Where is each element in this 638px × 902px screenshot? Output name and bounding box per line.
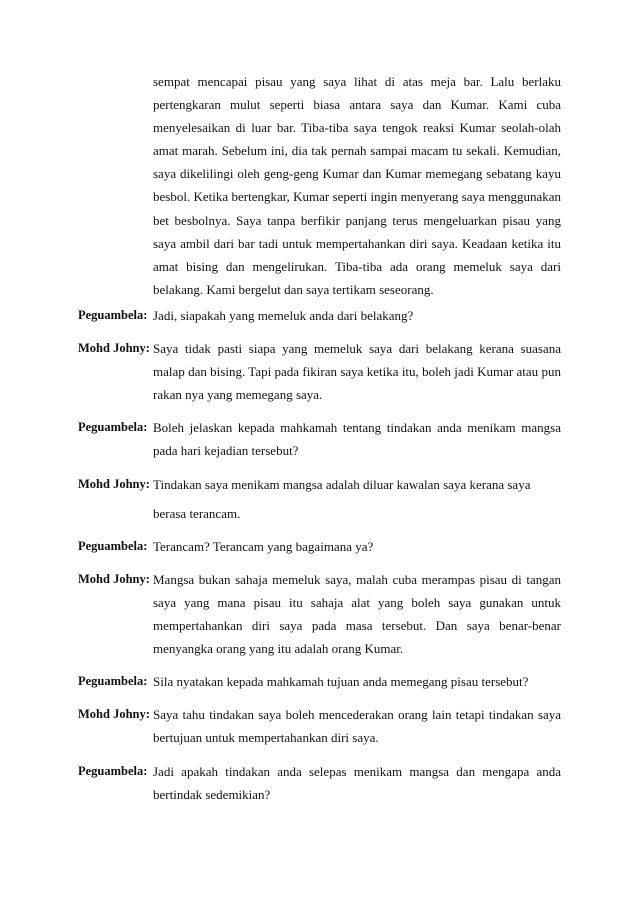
dialogue-text: Boleh jelaskan kepada mahkamah tentang tindakan anda menikam mangsa pada hari kejadian tersebut? [153, 420, 561, 459]
speaker-label: Peguambela: [78, 763, 148, 778]
speaker-label: Mohd Johny: [78, 341, 150, 356]
dialogue-entry [78, 670, 561, 693]
speaker-label: Mohd Johny: [78, 571, 150, 586]
dialogue-entry [78, 304, 561, 327]
dialogue-text-line: Tindakan saya menikam mangsa adalah diluar kawalan saya kerana saya [153, 476, 531, 492]
dialogue-entry [78, 337, 561, 406]
dialogue-entry [78, 568, 561, 660]
dialogue-text: Terancam? Terancam yang bagaimana ya? [153, 538, 374, 554]
dialogue-text-line: berasa terancam. [153, 505, 241, 521]
dialogue-entry [78, 760, 561, 806]
speaker-label: Peguambela: [78, 674, 148, 689]
dialogue-text [153, 473, 561, 525]
dialogue-text: Jadi, siapakah yang memeluk anda dari belakang? [153, 308, 414, 323]
dialogue-entry [78, 703, 561, 749]
dialogue-text: Saya tahu tindakan saya boleh mencederakan orang lain tetapi tindakan saya bertujuan untuk mempertahankan diri saya. [153, 707, 561, 746]
dialogue-text: Jadi apakah tindakan anda selepas menikam mangsa dan mengapa anda bertindak sedemikian? [153, 763, 561, 802]
dialogue-text: Sila nyatakan kepada mahkamah tujuan anda memegang pisau tersebut? [153, 674, 529, 690]
dialogue-text: Mangsa bukan sahaja memeluk saya, malah cuba merampas pisau di tangan saya yang mana pisau itu sahaja alat yang boleh saya gunakan untuk mempertahankan diri saya pada masa tersebut. Dan saya benar-benar menyangka orang yang itu adalah orang Kumar. [153, 571, 561, 657]
speaker-label: Mohd Johny: [78, 476, 150, 491]
dialogue-entry [78, 473, 561, 525]
dialogue-list [78, 304, 561, 806]
speaker-label: Peguambela: [78, 308, 148, 322]
dialogue-entry [78, 535, 561, 558]
dialogue-entry [78, 416, 561, 462]
testimony-continuation: sempat mencapai pisau yang saya lihat di atas meja bar. Lalu berlaku pertengkaran mulut seperti biasa antara saya dan Kumar. Kami cuba menyelesaikan di luar bar. Tiba-tiba saya tengok reaksi Kumar seolah-olah amat marah. Sebelum ini, dia tak pernah sampai macam tu sekali. Kemudian, saya dikelilingi oleh geng-geng Kumar dan Kumar memegang sebatang kayu besbol. Ketika bertengkar, Kumar seperti ingin menyerang saya menggunakan bet besbolnya. Saya tanpa berfikir panjang terus mengeluarkan pisau yang saya ambil dari bar tadi untuk mempertahankan diri saya. Keadaan ketika itu amat bising dan mengelirukan. Tiba-tiba ada orang memeluk saya dari belakang. Kami bergelut dan saya tertikam seseorang. [153, 74, 561, 297]
speaker-label: Peguambela: [78, 420, 148, 435]
dialogue-text: Saya tidak pasti siapa yang memeluk saya dari belakang kerana suasana malap dan bising. Tapi pada fikiran saya ketika itu, boleh jadi Kumar atau pun rakan nya yang memegang saya. [153, 341, 561, 403]
speaker-label: Peguambela: [78, 538, 148, 553]
speaker-label: Mohd Johny: [78, 707, 150, 722]
